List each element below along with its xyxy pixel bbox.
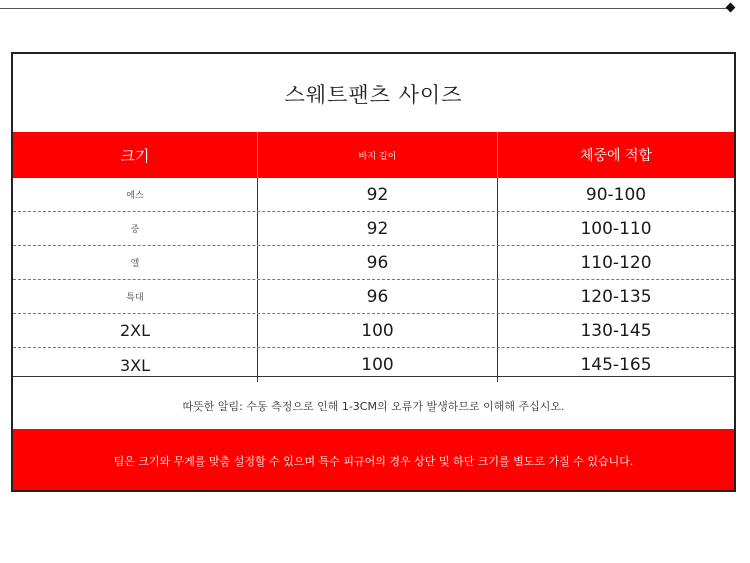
row-fit: 130-145 bbox=[580, 320, 652, 341]
header-length: 바지 길이 bbox=[258, 132, 498, 178]
row-length: 92 bbox=[258, 178, 498, 211]
table-row bbox=[13, 314, 734, 348]
table-bottom-border bbox=[13, 376, 734, 377]
table-row bbox=[13, 280, 734, 314]
header-fit: 체중에 적합 bbox=[579, 148, 653, 164]
row-size: 에스 bbox=[13, 178, 258, 211]
row-size: 3XL bbox=[13, 348, 258, 382]
row-size: 특대 bbox=[13, 280, 258, 313]
table-row bbox=[13, 212, 734, 246]
header-size: 크기 bbox=[13, 132, 258, 178]
diamond-ornament-icon bbox=[726, 3, 736, 13]
measurement-note: 따뜻한 알림: 수동 측정으로 인해 1-3CM의 오류가 발생하므로 이해해 주십시오. bbox=[182, 400, 565, 413]
row-length: 100 bbox=[258, 314, 498, 347]
row-fit: 90-100 bbox=[585, 184, 647, 205]
row-fit: 110-120 bbox=[580, 252, 652, 273]
table-row bbox=[13, 246, 734, 280]
row-fit: 145-165 bbox=[580, 355, 652, 375]
chart-title: 스웨트팬츠 사이즈 bbox=[284, 83, 463, 107]
footer-text: 팀은 크기와 무게를 맞춤 설정할 수 있으며 특수 피규어의 경우 상단 및 하단 크기를 별도로 가질 수 있습니다. bbox=[113, 454, 634, 468]
top-divider-line bbox=[0, 8, 730, 9]
row-length: 100 bbox=[258, 348, 498, 382]
row-fit: 120-135 bbox=[580, 286, 652, 307]
row-length: 92 bbox=[258, 212, 498, 245]
row-fit: 100-110 bbox=[580, 218, 652, 239]
table-body bbox=[13, 178, 734, 382]
table-row bbox=[13, 178, 734, 212]
footer-banner bbox=[13, 429, 734, 492]
row-size: 엘 bbox=[13, 246, 258, 279]
row-length: 96 bbox=[258, 280, 498, 313]
table-header bbox=[13, 132, 734, 178]
size-chart-card bbox=[11, 52, 736, 492]
row-size: 중 bbox=[13, 212, 258, 245]
row-length: 96 bbox=[258, 246, 498, 279]
row-size: 2XL bbox=[13, 314, 258, 347]
